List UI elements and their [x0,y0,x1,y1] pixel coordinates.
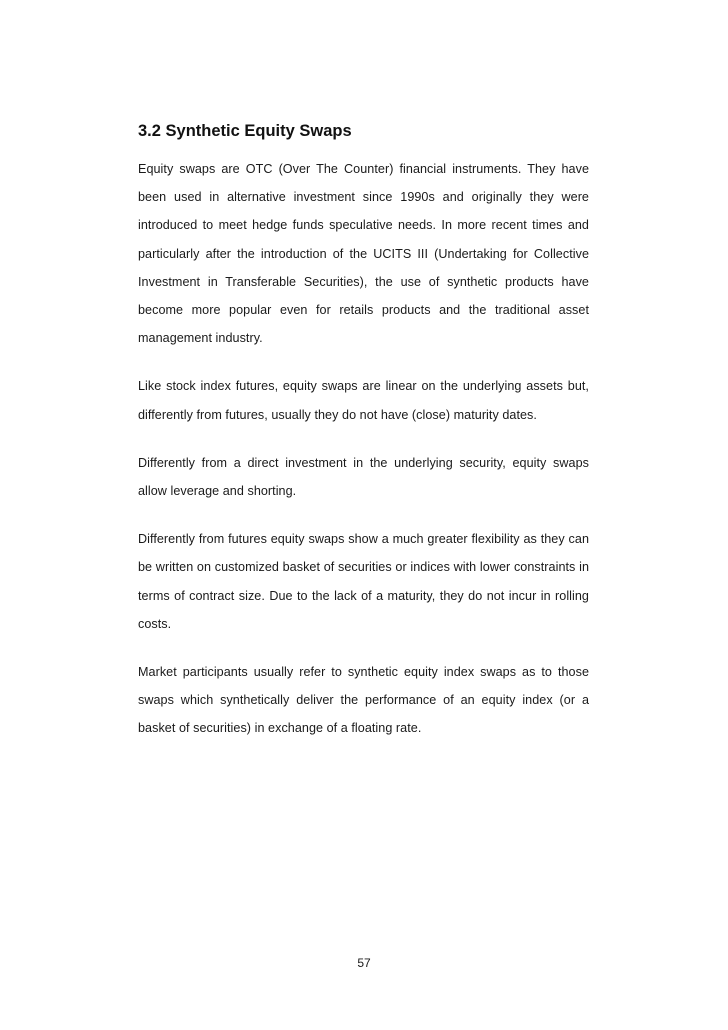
paragraph-leverage-shorting: Differently from a direct investment in the underlying security, equity swaps allow leverage and shorting. [138,455,589,499]
paragraph-equity-swaps-intro: Equity swaps are OTC (Over The Counter) financial instruments. They have been used in alternative investment since 1990s and originally they were introduced to meet hedge funds speculative needs. In more recent times and particularly after the introduction of the UCITS III (Undertaking for Collective Investment in Transferable Securities), the use of synthetic products have become more popular even for retails products and the traditional asset management industry. [138,162,589,346]
paragraph-market-participants: Market participants usually refer to synthetic equity index swaps as to those swaps which synthetically deliver the performance of an equity index (or a basket of securities) in exchange of a floating rate. [138,665,589,736]
paragraph-flexibility: Differently from futures equity swaps show a much greater flexibility as they can be written on customized basket of securities or indices with lower constraints in terms of contract size. Due to the lack of a maturity, they do not incur in rolling costs. [138,532,589,631]
page-body [138,118,589,763]
page-number: 57 [357,956,371,970]
section-heading: 3.2 Synthetic Equity Swaps [138,122,352,140]
paragraph-linear-underlying: Like stock index futures, equity swaps are linear on the underlying assets but, differently from futures, usually they do not have (close) maturity dates. [138,379,589,422]
